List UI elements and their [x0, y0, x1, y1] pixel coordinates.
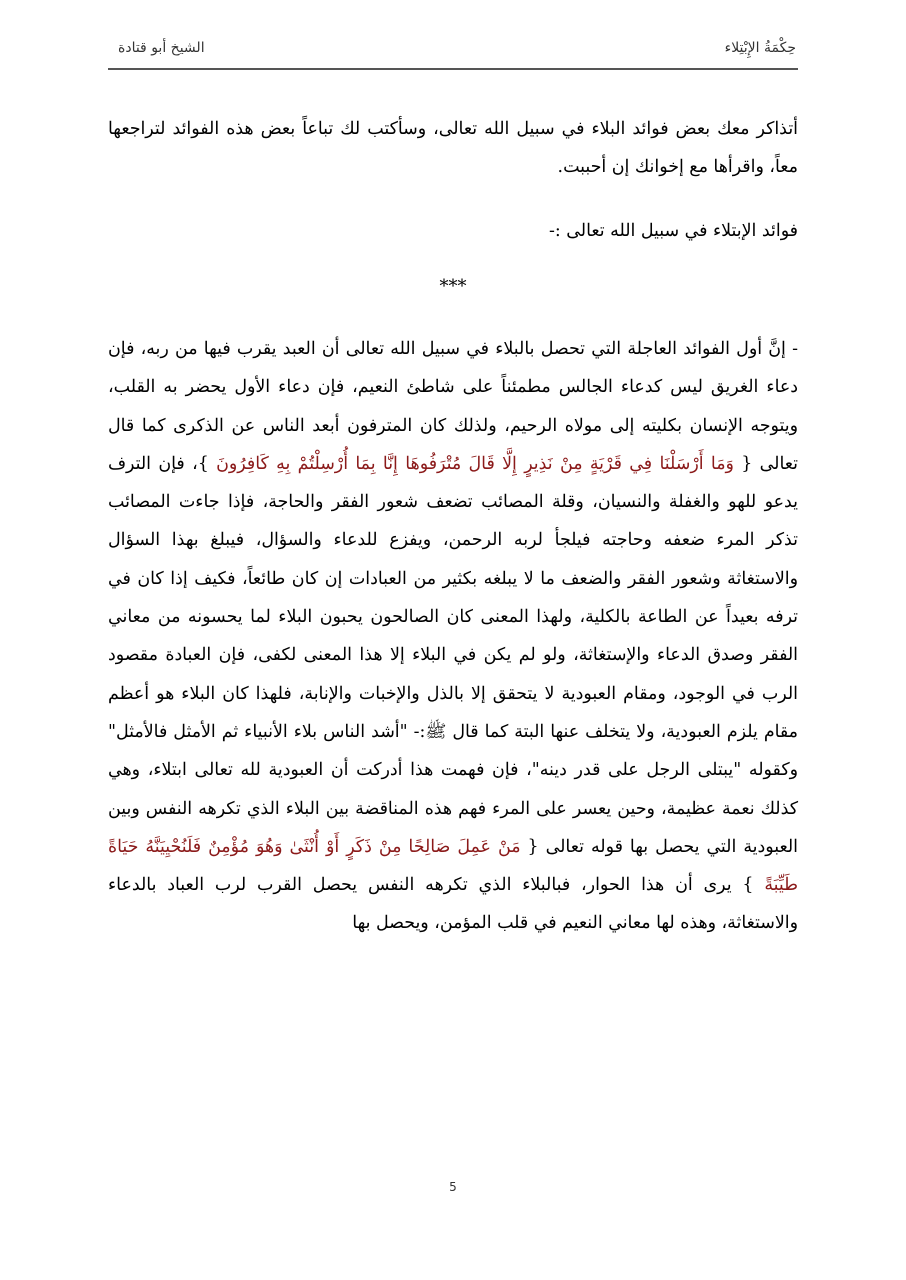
- quran-verse-2: مَنْ عَمِلَ صَالِحًا مِنْ ذَكَرٍ أَوْ أُنْثَىٰ وَهُوَ مُؤْمِنٌ فَلَنُحْيِيَنَّهُ حَيَاةً طَيِّبَةً: [108, 836, 799, 896]
- paragraph-text-1: - إنَّ أول الفوائد العاجلة التي تحصل بالبلاء في سبيل الله تعالى أن العبد يقرب فيها من ربه، فإن دعاء الغريق ليس كدعاء الجالس مطمئناً على شاطئ النعيم، فإن دعاء الأول يحضر به القلب، ويتوجه الإنسان بكليته إلى مولاه الرحيم، ولذلك كان المترفون أبعد الناس عن الذكرى كما قال تعالى {: [108, 339, 799, 474]
- book-title: حِكْمَةُ الإِبْتِلاء: [724, 40, 796, 56]
- section-heading: فوائد الإبتلاء في سبيل الله تعالى :-: [549, 221, 798, 241]
- intro-paragraph: أتذاكر معك بعض فوائد البلاء في سبيل الله تعالى، وسأكتب لك تباعاً بعض هذه الفوائد لتراجعها معاً، واقرأها مع إخوانك إن أحببت.: [108, 119, 798, 178]
- main-paragraph: [108, 330, 798, 943]
- paragraph-text-2: }، فإن الترف يدعو للهو والغفلة والنسيان، وقلة المصائب تضعف شعور الفقر والحاجة، فإذا جاءت المصائب تذكر المرء ضعفه وحاجته فيلجأ لربه الرحمن، ويفزع للدعاء والسؤال، فيبلغ بهذا السؤال والاستغاثة وشعور الفقر والضعف ما لا يبلغه بكثير من العبادات إن كان طائعاً، فكيف إذا كان في ترفه بعيداً عن الطاعة بالكلية، ولهذا المعنى كان الصالحون يحبون البلاء لما يحسونه من معاني الفقر وصدق الدعاء والإستغاثة، ولو لم يكن في البلاء إلا هذا المعنى لكفى، فإن العبادة مقصود الرب في الوجود، ومقام العبودية لا يتحقق إلا بالذل والإخبات والإنابة، فلهذا كان البلاء هو أعظم مقام يلزم العبودية، ولا يتخلف عنها البتة كما قال ﷺ:- "أشد الناس بلاء الأنبياء ثم الأمثل فالأمثل" وكقوله "يبتلى الرجل على قدر دينه"، فإن فهمت هذا أدركت أن العبودية لله تعالى ابتلاء، وهي كذلك نعمة عظيمة، وحين يعسر على المرء فهم هذه المناقضة بين البلاء الذي تكرهه النفس وبين العبودية التي يحصل بها قوله تعالى {: [108, 453, 798, 857]
- quran-verse-1: وَمَا أَرْسَلْنَا فِي قَرْيَةٍ مِنْ نَذِيرٍ إِلَّا قَالَ مُتْرَفُوهَا إِنَّا بِمَا أُرْسِلْتُمْ بِهِ كَافِرُونَ: [216, 453, 734, 474]
- section-separator: ***: [439, 276, 467, 297]
- header-divider: [108, 68, 798, 70]
- page-header: [118, 40, 796, 66]
- page-number: 5: [449, 1180, 457, 1194]
- paragraph-text-3: } يرى أن هذا الحوار، فبالبلاء الذي تكرهه النفس يحصل القرب لرب العباد بالدعاء والاستغاثة، وهذه لها معاني النعيم في قلب المؤمن، ويحصل بها: [108, 875, 798, 934]
- author-name: الشيخ أبو قتادة: [118, 40, 205, 56]
